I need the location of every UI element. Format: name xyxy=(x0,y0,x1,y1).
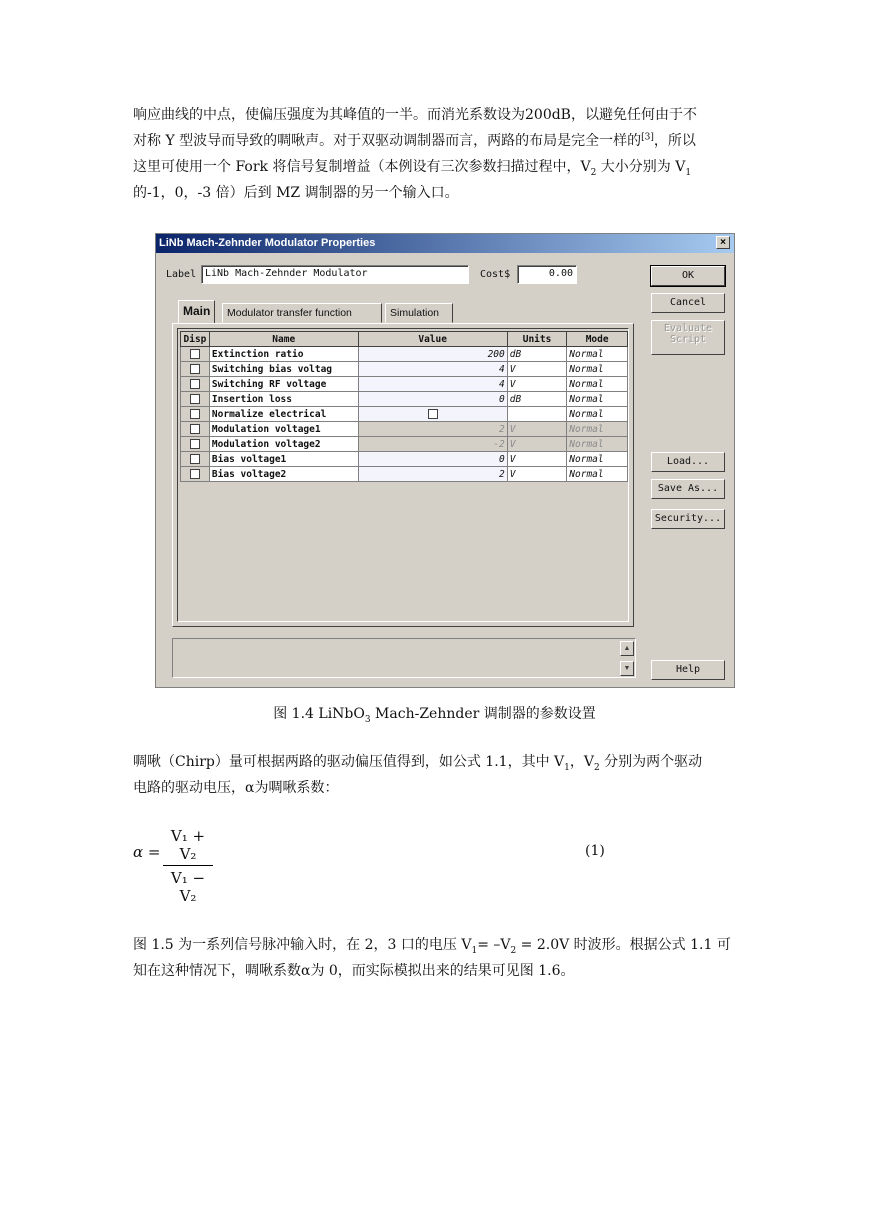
table-row xyxy=(181,392,628,407)
cost-caption: Cost$ xyxy=(480,269,511,280)
parameter-table xyxy=(180,331,628,482)
param-value[interactable]: 200 xyxy=(358,347,507,362)
tab-simulation[interactable]: Simulation xyxy=(385,303,453,323)
disp-checkbox[interactable] xyxy=(190,424,200,434)
disp-checkbox[interactable] xyxy=(190,394,200,404)
param-mode[interactable]: Normal xyxy=(567,377,628,392)
p2-line-2: 电路的驱动电压，α为啁啾系数： xyxy=(133,780,339,796)
param-mode[interactable]: Normal xyxy=(567,407,628,422)
param-units: dB xyxy=(507,347,567,362)
dialog-titlebar xyxy=(156,234,734,253)
param-name: Switching bias voltag xyxy=(209,362,358,377)
formula-numerator: V₁ + V₂ xyxy=(163,827,213,866)
disp-checkbox[interactable] xyxy=(190,454,200,464)
table-row xyxy=(181,452,628,467)
param-mode[interactable]: Normal xyxy=(567,467,628,482)
disp-checkbox[interactable] xyxy=(190,409,200,419)
normalize-value-cell xyxy=(358,407,507,422)
p1-line-2: 对称 Y 型波导而导致的啁啾声。对于双驱动调制器而言，两路的布局是完全一样的[3]，所以 xyxy=(133,132,696,149)
normalize-checkbox[interactable] xyxy=(428,409,438,419)
p1-line-4: 的-1，0，-3 倍）后到 MZ 调制器的另一个输入口。 xyxy=(133,185,459,201)
param-value[interactable]: 2 xyxy=(358,467,507,482)
scroll-up-icon[interactable]: ▲ xyxy=(620,641,634,656)
param-units: dB xyxy=(507,392,567,407)
param-name: Insertion loss xyxy=(209,392,358,407)
param-mode: Normal xyxy=(567,422,628,437)
paragraph-3 xyxy=(133,932,738,984)
formula-lhs: α = xyxy=(133,843,161,861)
figure-caption: 图 1.4 LiNbO$_3$ Mach-Zehnder 调制器的参数设置 xyxy=(273,706,596,725)
p2-line-1: 啁啾（Chirp）量可根据两路的驱动偏压值得到，如公式 1.1，其中 $V_1$，$V_2$ 分别为两个驱动 xyxy=(133,754,703,773)
table-row xyxy=(181,467,628,482)
parameter-grid xyxy=(177,328,629,622)
param-units: V xyxy=(507,467,567,482)
cost-input[interactable]: 0.00 xyxy=(517,265,577,284)
formula-fraction xyxy=(163,827,213,905)
message-area xyxy=(172,638,636,678)
param-units: V xyxy=(507,452,567,467)
load-button[interactable]: Load... xyxy=(651,452,725,472)
disp-checkbox[interactable] xyxy=(190,439,200,449)
evaluate-script-button: Evaluate Script xyxy=(651,320,725,355)
ok-button[interactable]: OK xyxy=(651,266,725,286)
disp-checkbox[interactable] xyxy=(190,364,200,374)
cancel-button[interactable]: Cancel xyxy=(651,293,725,313)
param-name: Normalize electrical xyxy=(209,407,358,422)
p3-line-1: 图 1.5 为一系列信号脉冲输入时，在 2，3 口的电压 $V_1= -V_2 = 2.0V$ 时波形。根据公式 1.1 可 xyxy=(133,937,731,956)
param-mode[interactable]: Normal xyxy=(567,347,628,362)
table-row xyxy=(181,347,628,362)
param-units xyxy=(507,407,567,422)
tab-modulator-transfer-function[interactable]: Modulator transfer function xyxy=(222,303,382,323)
param-mode[interactable]: Normal xyxy=(567,392,628,407)
paragraph-2 xyxy=(133,749,738,801)
param-value[interactable]: 0 xyxy=(358,452,507,467)
col-disp: Disp xyxy=(181,332,210,347)
label-input[interactable]: LiNb Mach-Zehnder Modulator xyxy=(201,265,469,284)
table-row xyxy=(181,377,628,392)
disp-checkbox[interactable] xyxy=(190,469,200,479)
disp-checkbox[interactable] xyxy=(190,379,200,389)
help-button[interactable]: Help xyxy=(651,660,725,680)
param-name: Modulation voltage2 xyxy=(209,437,358,452)
table-row xyxy=(181,437,628,452)
tab-main[interactable]: Main xyxy=(178,300,215,324)
param-units: V xyxy=(507,437,567,452)
paragraph-1 xyxy=(133,102,738,206)
param-units: V xyxy=(507,422,567,437)
param-units: V xyxy=(507,377,567,392)
main-tab-panel xyxy=(172,323,634,627)
param-value: 2 xyxy=(358,422,507,437)
dialog-title: LiNb Mach-Zehnder Modulator Properties xyxy=(159,237,376,249)
p1-line-3: 这里可使用一个 Fork 将信号复制增益（本例设有三次参数扫描过程中，$V_2$ 大小分别为 $V_1$ xyxy=(133,159,692,178)
col-name: Name xyxy=(209,332,358,347)
param-value[interactable]: 0 xyxy=(358,392,507,407)
p1-line-1: 响应曲线的中点，使偏压强度为其峰值的一半。而消光系数设为200dB，以避免任何由于不 xyxy=(133,107,697,123)
param-name: Bias voltage2 xyxy=(209,467,358,482)
close-icon[interactable]: × xyxy=(716,236,730,249)
param-mode[interactable]: Normal xyxy=(567,362,628,377)
param-value[interactable]: 4 xyxy=(358,377,507,392)
citation-ref: [3] xyxy=(641,132,654,143)
col-units: Units xyxy=(507,332,567,347)
col-mode: Mode xyxy=(567,332,628,347)
table-row xyxy=(181,422,628,437)
p3-line-2: 知在这种情况下，啁啾系数α为 0，而实际模拟出来的结果可见图 1.6。 xyxy=(133,963,575,979)
param-value[interactable]: 4 xyxy=(358,362,507,377)
label-caption: Label xyxy=(166,269,197,280)
disp-checkbox[interactable] xyxy=(190,349,200,359)
formula-denominator: V₁ − V₂ xyxy=(170,869,206,905)
param-name: Extinction ratio xyxy=(209,347,358,362)
param-mode: Normal xyxy=(567,437,628,452)
save-as-button[interactable]: Save As... xyxy=(651,479,725,499)
param-name: Bias voltage1 xyxy=(209,452,358,467)
table-header-row xyxy=(181,332,628,347)
param-mode[interactable]: Normal xyxy=(567,452,628,467)
equation-number: (1) xyxy=(585,843,605,859)
table-row xyxy=(181,362,628,377)
properties-dialog xyxy=(155,233,735,688)
security-button[interactable]: Security... xyxy=(651,509,725,529)
param-name: Modulation voltage1 xyxy=(209,422,358,437)
col-value: Value xyxy=(358,332,507,347)
param-value: -2 xyxy=(358,437,507,452)
table-row xyxy=(181,407,628,422)
scroll-down-icon[interactable]: ▼ xyxy=(620,661,634,676)
param-units: V xyxy=(507,362,567,377)
param-name: Switching RF voltage xyxy=(209,377,358,392)
